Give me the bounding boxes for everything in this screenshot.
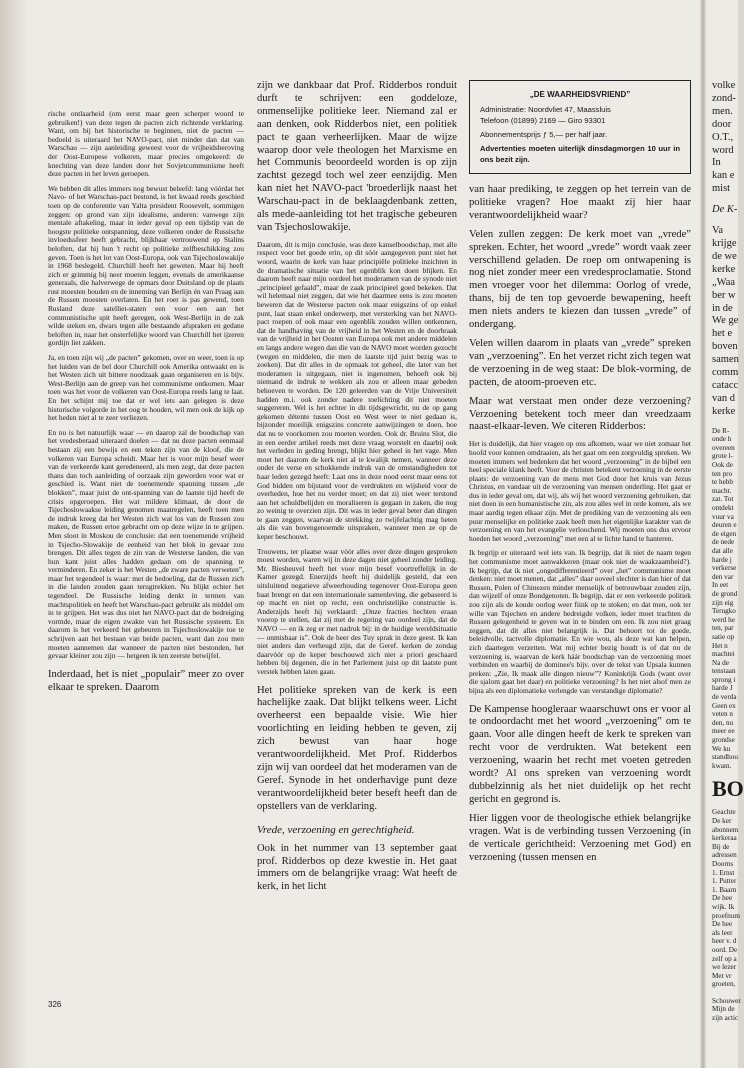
cutoff-line-small: 1. Baarn	[712, 885, 737, 894]
col2-paragraph: Daarom, dit is mijn conclusie, was deze kanselboodschap, met alle respect voor het goede erin, op dit sóór aangegeven punt niet het woord, waarin de kerk van haar principiële politieke inzichten in de dramatische situatie van het ogenblik kon doen blijken. En daarom heeft naar mijn oordeel het moderamen van de synode niet „principieel gefaald”, maar de zaak principieel goed bekeken. Dat wil helemaal niet zeggen, dat wie het daarmee eens is zou moeten beweren dat de Westerse pacten ook maar enigszins of op enkel punt, laat staan enkel onderwerp, met versterking van het NAVO-pact roepen of ook maar een ogenblik zouden willen ontkennen, dat de handhaving van de vrijheid in het Westen en de doorbraak van de vrijheid in het Oosten van Europa ook met andere middelen en langs andere wegen dan die van de NAVO moet worden gezocht (wegen en middelen, die men de laatste tijd juist bezig was te zoeken). Dat dit alles in de opmaak tot geheel, die later van het moderamen is uitgegaan, niet is ingenomen, behoeft ook bij niemand de indruk te wekken als zou er alleen maar gebeden behoeven te worden. De 120 geleerden van de Vrije Universiteit hadden m.i. ook zonder nadere toelichting dit niet moeten suggereren. Wel is het echter in dit tijdsgewricht, nu de op gang gekomen détente tussen Oost en West weer te niet gedaan is, bijzonder moeilijk enigszins concrete aanwijzingen te doen, hoe dat nu te voorkomen zou moeten worden. Ook dr. Bruins Slot, die in een eerder artikel reeds met deze vraag worstelt en daarbij ook het verleden in geding brengt, blijkt hier geheel in het vage. Men moet het daarom de kerk niet al te kwalijk nemen, wanneer deze onder de verse en schokkende indruk van de omstandigheden tot haar leden gezegd heeft: Laat ons in deze nood eerst maar eens tot God bidden om bijstand voor de verdrukten en wijsheid voor de overheden, hoe het nu verder moet; en dat zij niet weer terstond aan het schuldbelijden en moraliseren is gegaan in zaken, die nog zo weinig te overzien zijn. Dit was in ieder geval beter dan dingen te gaan zeggen, waarvan de strekking zo twijfelachtig mag heten als die van bovengenoemde uitspraken, wanneer men ze op de keper beschouwt.	[257, 239, 457, 542]
cutoff-line-small: vuur va	[712, 512, 734, 521]
cutoff-line: O.T.,	[712, 131, 734, 143]
cutoff-line-small: verkerse	[712, 564, 737, 573]
masthead-title: „DE WAARHEIDSVRIEND”	[529, 90, 631, 99]
cutoff-line-small: kwam.	[712, 761, 732, 770]
page-shadow-edge	[0, 0, 28, 1068]
cutoff-line-small: zat. Tot	[712, 495, 734, 504]
cutoff-line-small: we lezer	[712, 963, 737, 972]
cutoff-line: Va	[712, 225, 724, 237]
col2-paragraph-large: Het politieke spreken van de kerk is een hachelijke zaak. Dat blijkt telkens weer. Licht overheerst een bepaalde visie. Wie hier voorlichting en leiding hebben te geven, zij zich bewust van haar hoge verantwoordelijkheid. Met Prof. Ridderbos zijn wij van oordeel dat het moderamen van de Geref. Synode in het onderhavige punt deze verantwoordelijkheid beter beseft heeft dan de opstellers van de verklaring.	[257, 684, 457, 812]
cutoff-line-small: de nede	[712, 538, 735, 547]
cutoff-line-small: kerkeraa	[712, 834, 737, 843]
cutoff-line-small: zelf op a	[712, 954, 737, 963]
section-heading: Vrede, verzoening en gerechtigheid.	[257, 823, 415, 836]
cutoff-line-small: den var	[712, 572, 734, 581]
cutoff-line: kerke	[712, 263, 736, 275]
cutoff-line-small: De hee	[712, 894, 733, 903]
masthead-address: Administratie: Noordvliet 47, Maassluis	[480, 105, 611, 114]
cutoff-line-small: als leer	[712, 928, 733, 937]
cutoff-line-small: Bij de	[712, 842, 730, 851]
cutoff-line-small: harde j	[712, 555, 732, 564]
cutoff-line-small: wijk. Ik	[712, 902, 735, 911]
cutoff-line-small: werd he	[712, 615, 735, 624]
cutoff-heading: De K-	[712, 204, 738, 216]
masthead-box	[469, 80, 691, 174]
cutoff-line-small: Na de	[712, 658, 729, 667]
col1-paragraph: En nu is het natuurlijk waar — en daarop zal de boodschap van het vredesberaad uiteraard doelen — dat nu deze pacten eenmaal bestaan zij een bewijs en een teken zijn van de kloof, die de volkeren van Europa scheidt. Maar het is voor mijn besef weer van de verkeerde kant geredeneerd, als men zegt, dat deze pacten thans dan toch aanleiding of oorzaak zijn geworden voor wat er geschied is. Want niet de toenemende spanning tussen „de blokken”, maar juist de ont-spanning van de laatste tijd heeft de crisis opgeroepen. Het wat mildere klimaat, de door de Tsjechoslowaakse leiding genomen maatregelen, heeft toen men de indruk kreeg dat het Westen zich wat los van de Russen zou maken, de Russen ertoe gebracht om op deze wijze in te grijpen. Men sloot in Moskou de conclusie: dat een toenemende vrijheid in Tsjecho-Slowakije de eenheid van het blok in gevaar zou brengen. Dit alles tegen de zin van de Westerse landen, die van hun kant juist alles hadden gedaan om de spanning te verminderen. En zeker is het Westen „de zware pacten verweten”, maar het tegendeel is waar: met de bedoeling, dat de Russen zich in die landen zouden gaan terugtrekken. Nu blijkt echter het tegendeel. De Russische leiding denkt in termen van machtspolitiek en heeft het Warschau-pact gebruikt als middel om in te grijpen. Het was dus niet het NAVO-pact dat de bedreiging vormde, maar de eigen zwakte van het Russische systeem. En daarom is het verkeerd het gebeuren in Tsjechoslowakije toe te schrijven aan het bestaan van beide pacten, want dan zou men moeten aannemen dat wanneer de pacten niet bestonden, het gevaar kleiner zou zijn — hetgeen ik ten zeerste betwijfel.	[48, 427, 244, 661]
cutoff-line: boven	[712, 341, 738, 353]
col3-quote: Ik begrijp er uiteraard wel iets van. Ik begrijp, dat ik niet de naam tegen het communisme moet aanwakkeren (maar ook niet de waakzaamheid?). Ik begrijp, dat ik niet „ongedifferentieerd” over „het” communisme moet denken: niet moet menen, dat „alles” daar ooveel slechter is dan hier of dat Russen, Polen of Chinezen minder menselijk of betrouwbaar zouden zijn, dan wijzelf of onze Bondgenoten. Ik begrijp, dat er een verkeerde politiek zou zijn als de koude oorlog weer fiink op te stoken; en dat men, ook ter wille van Tsjechen en andere bedreigde volken, ieder moet trachten de Russen gelegenheid te geven wat in te binden om een. Ik zou niet graag zeggen, dat dit alles niet belangrijk is. Dat behoort tot de goede, beleidvolle, tactvolle diplomatie. En wie wou, als deze wat kan helpen, zich daartegen verzetten. Wat mij echter bezig houdt is of dat nu de verzoening is, waarvan de kerk háár boodschap van de verzoening moet verbinden en waarbij de dominee's bijv. over de tekst van Upsala kunnen preken: „Zie, Ik maak alle dingen nieuw”? Koninkrijk Gods (want over die sjalom gaat het daar) en politieke verzoening? Is het niet alsof men ze bijna als een diplomatieke verlengde van verstandige diplomatie?	[469, 548, 691, 695]
col3-paragraph: van haar prediking, te zeggen op het terrein van de politieke vragen? Hoe maakt zij hier haar verantwoordelijkheid waar?	[469, 184, 691, 221]
cutoff-line-small: De R-	[712, 426, 730, 435]
cutoff-line-small: overeen	[712, 443, 735, 452]
column-1	[48, 110, 244, 701]
cutoff-line-small: tenstaan	[712, 667, 736, 676]
cutoff-line-small: Met vr	[712, 971, 732, 980]
cutoff-line-small: Schouwer	[712, 996, 741, 1005]
cutoff-line: kerke	[712, 405, 736, 417]
cutoff-line-small: Ook de	[712, 461, 733, 470]
cutoff-line-small: de grond	[712, 589, 738, 598]
cutoff-line-small: sprong i	[712, 675, 736, 684]
col1-paragraph: Ja, en toen zijn wij „de pacten” gekomen, over en weer, toen is op het luiden van de bel door Churchill ook Amerika ontwaakt en is het Westen zich uit bittere noodzaak gaan organiseren en is bijv. West-Berlijn aan de greep van het communisme ontkomen. Maar toen was het voor de volkeren van Oost-Europa reeds lang te laat. En het schijnt mij toe dat er wel iets aan gelegen is deze historische volgorde in het oog te houden, wil men ook de kijk op het heden niet al te zeer verliezen.	[48, 353, 244, 423]
cutoff-line-small: deuren e	[712, 521, 737, 530]
cutoff-line: catacc	[712, 379, 739, 391]
binding-gutter	[700, 0, 706, 1068]
cutoff-line-small: macht.	[712, 486, 732, 495]
cutoff-line-small: dat alle	[712, 546, 733, 555]
cutoff-line-small: groeten,	[712, 980, 736, 989]
cutoff-line: „Waa	[712, 276, 736, 288]
cutoff-line-small: meer ee	[712, 727, 735, 736]
cutoff-line-small: Doorns	[712, 859, 734, 868]
cutoff-line-small: We ku	[712, 744, 731, 753]
cutoff-line-small: De ker	[712, 817, 732, 825]
cutoff-line: samen	[712, 354, 739, 366]
cutoff-line-small: te hebb	[712, 478, 733, 487]
cutoff-line-small: standhou	[712, 753, 738, 762]
cutoff-line: kan e	[712, 170, 735, 182]
col3-paragraph: Hier liggen voor de theologische ethiek belangrijke vragen. Wat is de verbinding tussen Verzoening (in de verticale gerichtheid: Verzoening met God) en verzoening (tussen mensen en	[469, 812, 691, 863]
cutoff-line-small: den, nu	[712, 718, 734, 727]
cutoff-line-small: 1. Putter	[712, 877, 737, 886]
masthead-advertising: Advertenties moeten uiterlijk dinsdagmorgen 10 uur in ons bezit zijn.	[480, 144, 680, 164]
cutoff-line-small: Geachte	[712, 808, 736, 817]
col2-final-paragraph: Ook in het nummer van 13 september gaat prof. Ridderbos op deze kwestie in. Het gaat immers om de belangrijke vraag: Wat heeft de kerk, in het licht	[257, 842, 457, 893]
cutoff-line-small: Het n	[712, 641, 728, 650]
cutoff-line: door	[712, 118, 732, 130]
col2-intro: zijn we dankbaar dat Prof. Ridderbos ronduit durft te schrijven: een goddeloze, onmenselijke politieke leer. Niemand zal er aan denken, ook Ridderbos niet, een politiek pact te gaan verheerlijken. Maar de wijze waarop door vele theologen het Marxisme en het Communis beoordeeld worden is op zijn zachtst gezegd toch wel zeer eenzijdig. Men kan niet het NAVO-pact 'broederlijk naast het Warschau-pact in de beklaagdenbank zetten, als mede-aanleiding tot het tragische gebeuren van Tsjechoslowakije.	[257, 80, 457, 233]
cutoff-line-small: oord. De	[712, 945, 738, 954]
col3-paragraph: De Kampense hoogleraar waarschuwt ons er voor al te ondoordacht met het woord „verzoening” om te gaan. Voor alle dingen heeft de kerk te spreken van recht voor de verdrukten. Wat betekent een verzoening, waarin het recht met voeten getreden wordt? Al ons spreken van verzoening wordt dubbelzinnig als het niet duidelijk op het recht gericht en gegrond is.	[469, 703, 691, 805]
cutoff-line-small: Mijn de	[712, 1005, 735, 1014]
cutoff-line-small: de eigen	[712, 529, 737, 538]
cutoff-line: volke	[712, 80, 736, 91]
cutoff-line-small: harde J	[712, 684, 733, 693]
col1-paragraph-large: Inderdaad, het is niet „populair” meer zo over elkaar te spreken. Daarom	[48, 668, 244, 693]
cutoff-line: mist	[712, 183, 731, 195]
masthead-phone: Telefoon (01899) 2169 — Giro 93301	[480, 116, 606, 125]
cutoff-line-small: zijn eig	[712, 598, 734, 607]
cutoff-line: het e	[712, 328, 733, 340]
column-4-cutoff	[712, 80, 744, 1023]
cutoff-line-small: De hee	[712, 920, 733, 929]
cutoff-line-small: de verda	[712, 693, 737, 702]
cutoff-line-small: heer v. d	[712, 937, 737, 946]
col3-paragraph: Maar wat verstaat men onder deze verzoening? Verzoening betekent toch meer dan vreedzaam naast-elkaar-leven. We citeren Ridderbos:	[469, 395, 691, 433]
cutoff-line-small: satie op	[712, 632, 735, 641]
cutoff-line-small: proefnum	[712, 911, 740, 920]
cutoff-line-small: grondse	[712, 736, 735, 745]
cutoff-line-small: abonnem	[712, 825, 739, 834]
cutoff-line: word	[712, 144, 734, 156]
col1-paragraph: rische ontlaarheid (om eerst maar geen scherper woord te gebruiken!) van deze tegen de pacten zich richtende verklaring. Want, om bij het historische te beginnen, niet de pacten — bedoeld is uiteraard het NAVO-pact, niet minder dan dat van Warschau — zijn aanleiding geweest voor de vrijheidsberoving der Oost-Europese volkeren, maar precies omgekeerd: de knechting van deze landen door het Sovjetcommunisme heeft deze pacten in het leven geroepen.	[48, 109, 244, 179]
cutoff-line: In	[712, 157, 721, 169]
cutoff-line-small: ten, par	[712, 624, 734, 633]
cutoff-line: de we	[712, 250, 737, 262]
col2-paragraph: Trouwens, ter plaatse waar vóór alles over deze dingen gesproken moest worden, waren wij in deze dagen niet geheel zonder leiding. Mr. Biesheuvel heeft het voor mijn besef voortreffelijk in de Kamer gezegd. Enerzijds heeft hij duidelijk gesteld, dat een uitsluitend negatieve afweerhouding tegenover Oost-Europa geen baat brengt en dat een internationale samenleving, die gebaseerd is op macht en niet op recht, een onchristelijke constructie is. Anderzijds heeft hij verklaard: „Onze fracties hechten eraan voorop te stellen, dat zij met de regering van oordeel zijn, dat de NAVO — en ik zeg er met nadruk bij: in de huidige wereldsituatie — onmisbaar is”. Ook de heer des Tuy sprak in deze geest. Ik kan niet anders dan verheugd zijn, dat de Geref. kerken de zondag daarvóór op de keper beschouwd zich niet a priori geschaard hebben bij degenen, die in het Parlement juist op dit laatste punt verstek hebben laten gaan.	[257, 546, 457, 676]
cutoff-line-small: ten pro	[712, 469, 733, 478]
cutoff-line-small: In eet	[712, 581, 729, 590]
cutoff-line: in de	[712, 302, 733, 314]
cutoff-line-small: 1. Ernst	[712, 868, 735, 877]
cutoff-line-small: machtei	[712, 650, 735, 659]
cutoff-line: zond-	[712, 92, 736, 104]
masthead-subscription: Abonnementsprijs ƒ 5,— per half jaar.	[480, 130, 608, 139]
cutoff-line-small: Geen ex	[712, 701, 736, 710]
cutoff-line: We ge	[712, 315, 739, 327]
cutoff-line: men.	[712, 105, 733, 117]
page-number: 326	[48, 1000, 62, 1009]
cutoff-line-small: Terugko	[712, 607, 736, 616]
col3-paragraph: Velen zullen zeggen: De kerk moet van „vrede” spreken. Echter, het woord „vrede” wordt vaak zeer verschillend geladen. De roep om ontwapening is nog niet zonder meer een vredesproclamatie. Stond men vroeger voor het dilemma: Oorlog of vrede, thans, bij de ten top gevoerde bewapening, heeft men niets anders te kiezen dan tussen „vrede” of ondergang.	[469, 228, 691, 331]
column-2	[257, 80, 457, 900]
column-3	[469, 80, 691, 870]
cutoff-line-small: onde h	[712, 435, 732, 444]
col1-paragraph: We hebben dit alles immers nog bewust beleefd: lang vóórdat het Navo- of het Warschau-pact bestond, is het kwaad reeds geschied toen op de conferentie van Yalta president Roosevelt, sommigen zeggen: op grond van zijn idealisme, anderen: vanwege zijn mentale aftakeling, maar in ieder geval op een tijdstip van de hoogste politieke ontspanning, deze volkeren onder de Russische invloedssfeer heeft gebracht, blijkbaar vertrouwend op Stalins beloften, dat hij hun 't recht op politieke zelfbeschikking zou geven. Toen is het lot van Oost-Europa, ook van Tsjechoslowakije in 1968 beslegeld. Churchill heeft het geweten. Maar hij heeft zich er grimmig bij neer moeten leggen, evenals de amerikaanse generaals, die halverwege de opmars door Duitsland op de plaats rust moesten houden en de inneming van Berlijn én van Praag aan de Russen moesten overlaten. En het roer is pas gewend, toen Rusland deze satelliet-staten een voor een aan het communistische spit heeft geregen, ook West-Berlijn in de zak wilde steken en, dwars tegen alle bestaande afspraken en gedane beloften in, naar het onsterfelijke woord van Churchill het ijzeren gordijn liet zakken.	[48, 183, 244, 348]
cutoff-line-small: veten n	[712, 710, 733, 719]
cutoff-line: comm	[712, 367, 739, 379]
cutoff-line-small: adressen	[712, 851, 737, 860]
col3-paragraph: Velen willen daarom in plaats van „vrede” spreken van „verzoening”. En het verzet richt zich tegen wat de verzoening in de weg staat: De blok-vorming, de pacten, de atoom-proeven etc.	[469, 337, 691, 388]
cutoff-line: krijge	[712, 237, 737, 249]
cutoff-bold-heading: BO	[712, 776, 744, 802]
cutoff-line: ber w	[712, 289, 736, 301]
col3-quote: Het is duidelijk, dat hier vragen op ons afkomen, waar we niet zomaar het hoofd voor kunnen omdraaien, als het gaat om een zorgvuldig spreken. We moeten immers wel bedenken dat het woord „verzoening” in de bijbel een heel speciale klank heeft. Voor de christen betekent verzoening in de eerste plaats: de verzoening van de mens met God door het kruis van Jezus Christus, en vandaar uit de verzoening van mensen onderling. Het gaat er dus in ieder geval om, dat wij, als wij het woord verzoening gebruiken, dat niet doen in een humanistische zin, als zou alles wel in orde komen, als we maar aardig tegen elkaar zijn. Met de prediking van de verzoening als een puur menselijke en politieke zaak heeft men het eigenlijke karakter van de verzoening en van het evangelie verloochend. Wij moeten ons dus ervoor hoeden het woord „verzoening” met een al te lichte hand te hanteren.	[469, 439, 691, 543]
cutoff-line-small: grote l-	[712, 452, 733, 461]
cutoff-line: van d	[712, 392, 736, 404]
cutoff-line-small: zijn actic	[712, 1014, 739, 1023]
cutoff-line-small: ontdekt	[712, 504, 734, 512]
